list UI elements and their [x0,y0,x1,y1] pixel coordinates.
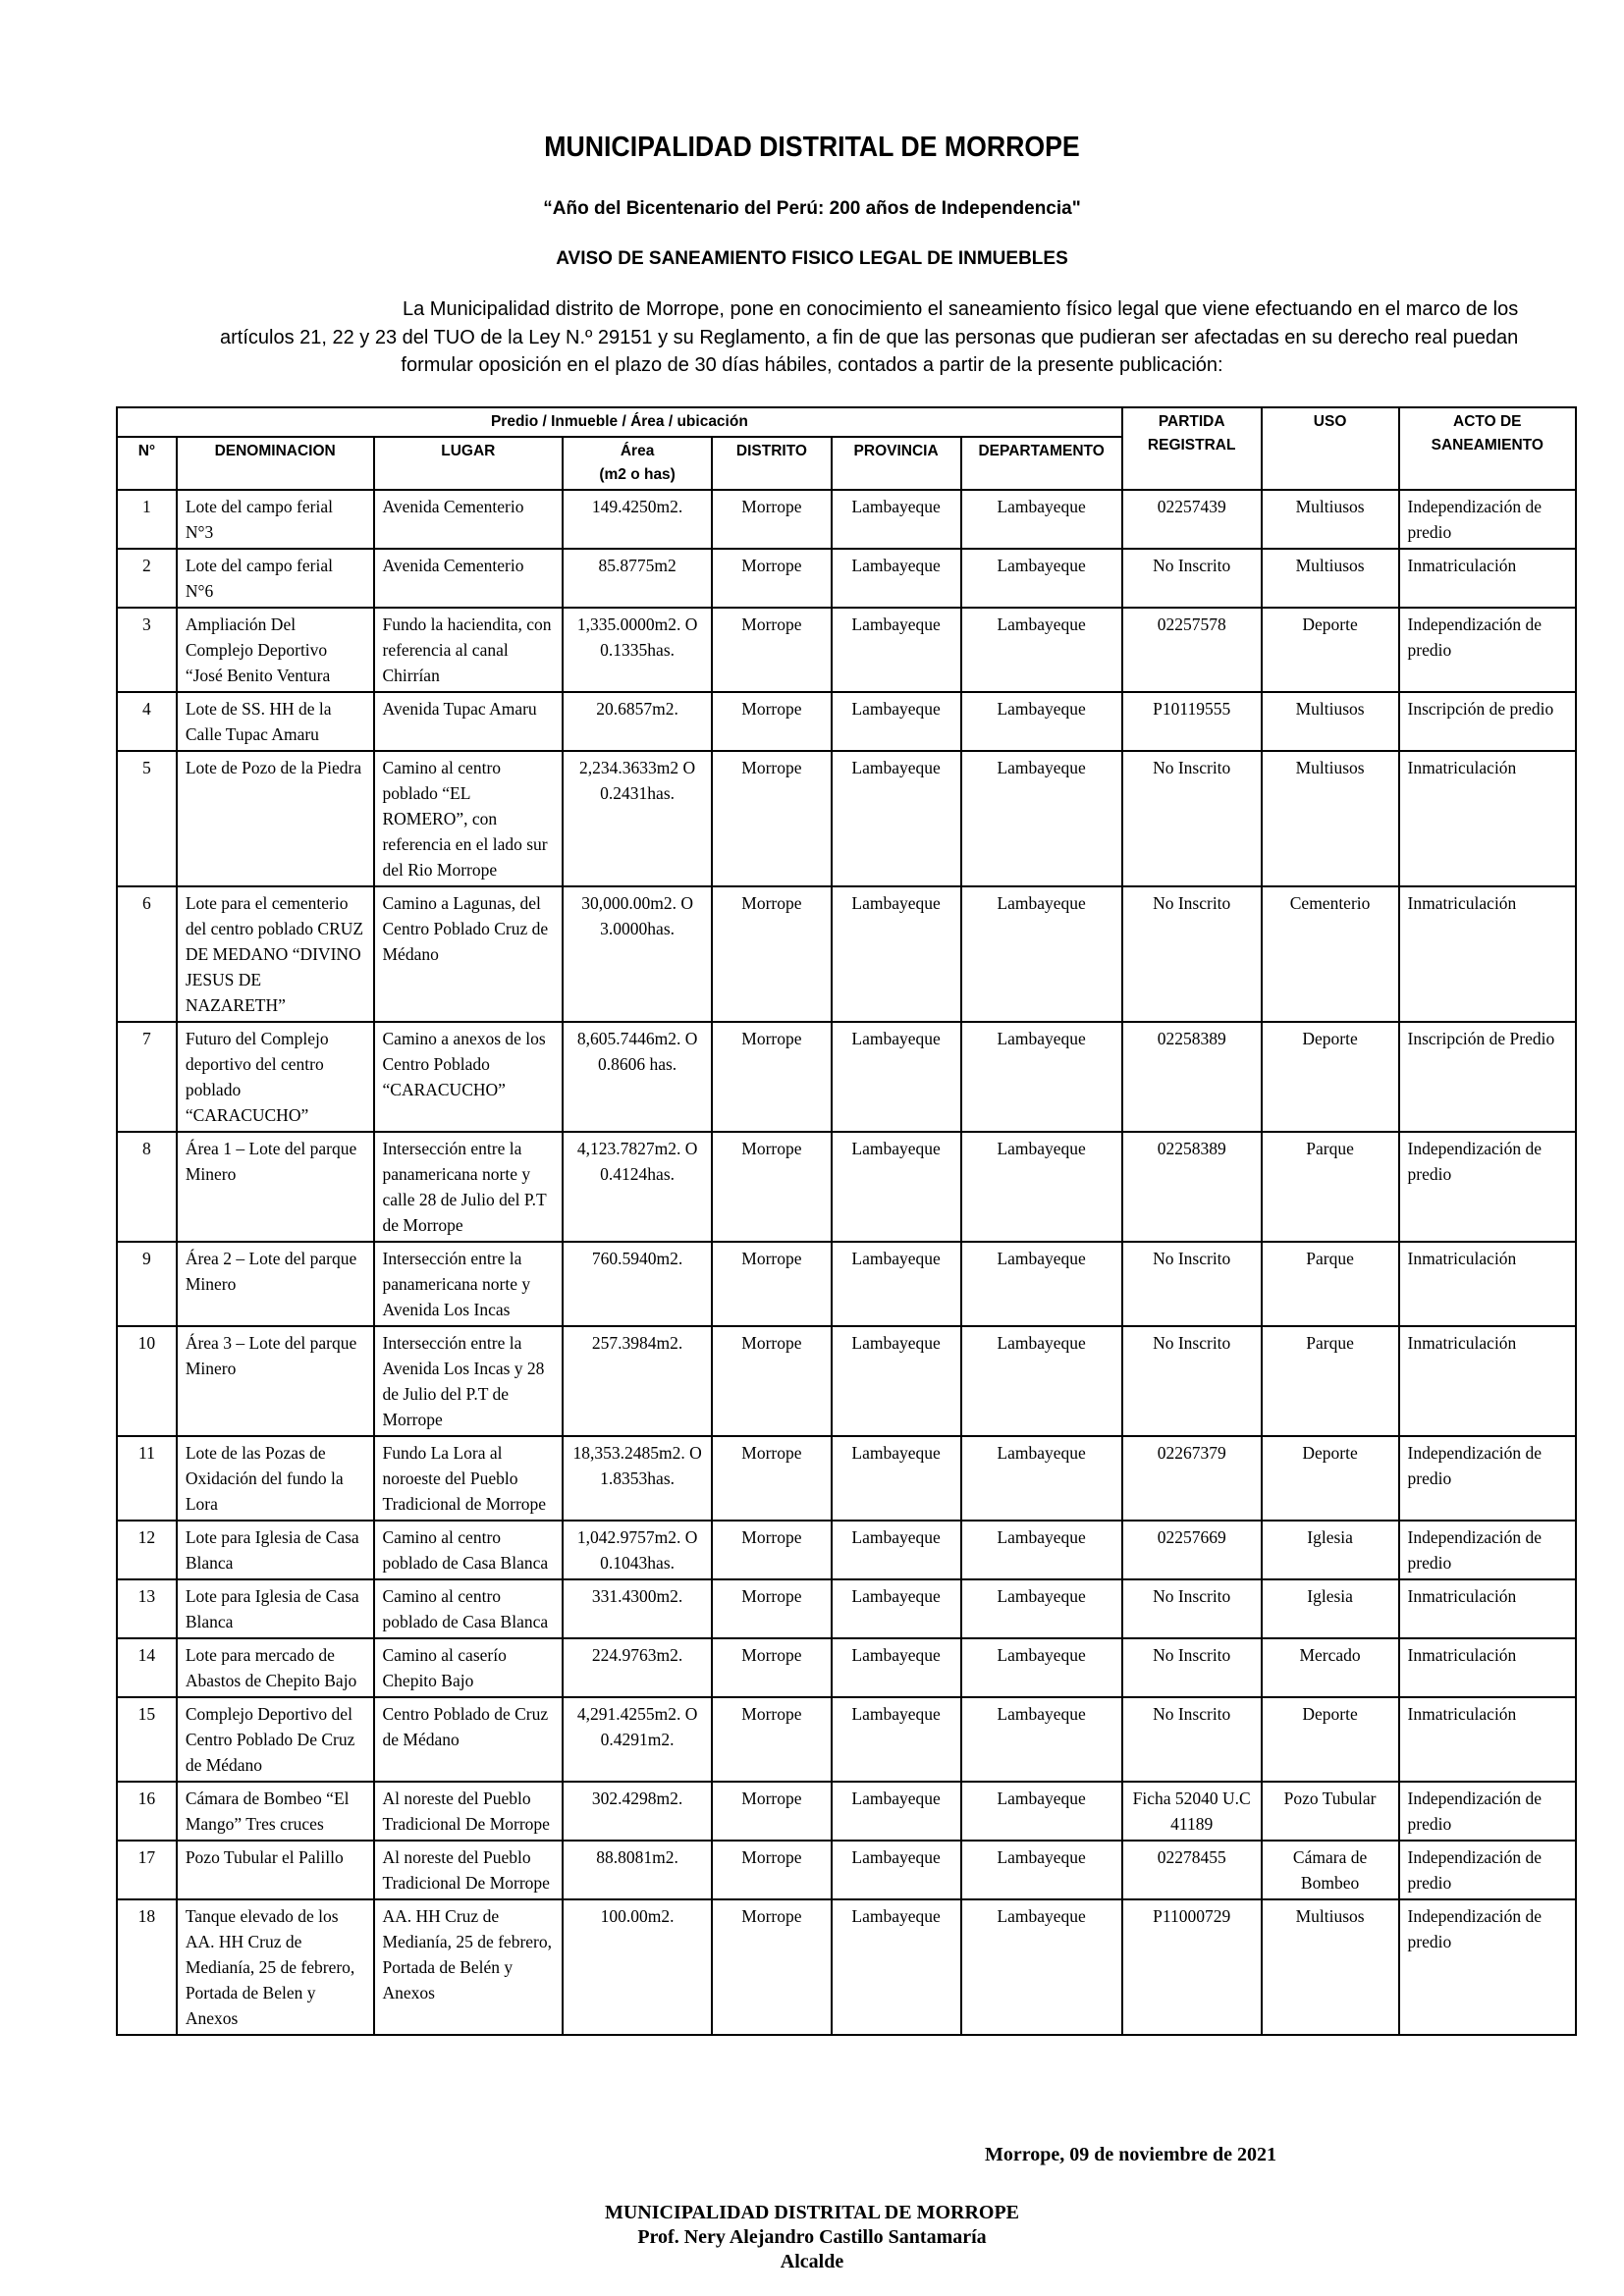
cell-denominacion: Lote del campo ferial N°3 [177,490,374,549]
cell-distrito: Morrope [712,490,832,549]
signature-name: Prof. Nery Alejandro Castillo Santamaría [637,2226,987,2248]
cell-distrito: Morrope [712,1326,832,1436]
cell-uso: Cámara de Bombeo [1262,1841,1399,1899]
cell-provincia: Lambayeque [832,1521,961,1579]
cell-departamento: Lambayeque [961,1782,1122,1841]
cell-distrito: Morrope [712,1899,832,2035]
cell-departamento: Lambayeque [961,1841,1122,1899]
cell-lugar: Intersección entre la panamericana norte y calle 28 de Julio del P.T de Morrope [374,1132,564,1242]
cell-uso: Deporte [1262,1697,1399,1782]
intro-line-2: artículos 21, 22 y 23 del TUO de la Ley N.º 29151 y su Reglamento, a fin de que las personas que pudieran ser afectadas en su derecho real puedan [220,327,1519,348]
cell-provincia: Lambayeque [832,1782,961,1841]
cell-area: 302.4298m2. [563,1782,712,1841]
cell-departamento: Lambayeque [961,1242,1122,1326]
header-partida-line2: REGISTRAL [1147,437,1236,454]
cell-uso: Mercado [1262,1638,1399,1697]
table-row [117,1697,1576,1782]
cell-acto: Inmatriculación [1399,1697,1576,1782]
cell-departamento: Lambayeque [961,549,1122,608]
cell-area: 8,605.7446m2. O 0.8606 has. [563,1022,712,1132]
cell-partida: No Inscrito [1122,1579,1262,1638]
cell-acto: Independización de predio [1399,1132,1576,1242]
cell-denominacion: Área 2 – Lote del parque Minero [177,1242,374,1326]
cell-num: 12 [117,1521,177,1579]
cell-lugar: Camino a Lagunas, del Centro Poblado Cruz de Médano [374,886,564,1022]
cell-distrito: Morrope [712,751,832,886]
cell-acto: Independización de predio [1399,608,1576,692]
cell-num: 18 [117,1899,177,2035]
table-row [117,490,1576,549]
cell-lugar: Intersección entre la panamericana norte y Avenida Los Incas [374,1242,564,1326]
cell-uso: Parque [1262,1132,1399,1242]
cell-partida: No Inscrito [1122,886,1262,1022]
cell-lugar: Camino al centro poblado “EL ROMERO”, con referencia en el lado sur del Rio Morrope [374,751,564,886]
cell-provincia: Lambayeque [832,490,961,549]
cell-uso: Iglesia [1262,1579,1399,1638]
cell-departamento: Lambayeque [961,886,1122,1022]
cell-uso: Deporte [1262,1436,1399,1521]
cell-denominacion: Lote para Iglesia de Casa Blanca [177,1579,374,1638]
cell-area: 1,335.0000m2. O 0.1335has. [563,608,712,692]
cell-denominacion: Futuro del Complejo deportivo del centro poblado “CARACUCHO” [177,1022,374,1132]
cell-uso: Pozo Tubular [1262,1782,1399,1841]
cell-partida: 02267379 [1122,1436,1262,1521]
properties-table [116,406,1577,2036]
cell-distrito: Morrope [712,1841,832,1899]
cell-area: 4,123.7827m2. O 0.4124has. [563,1132,712,1242]
cell-num: 10 [117,1326,177,1436]
cell-acto: Inmatriculación [1399,1242,1576,1326]
cell-acto: Independización de predio [1399,1841,1576,1899]
table-row [117,1242,1576,1326]
cell-departamento: Lambayeque [961,490,1122,549]
cell-lugar: AA. HH Cruz de Medianía, 25 de febrero, Portada de Belén y Anexos [374,1899,564,2035]
cell-denominacion: Pozo Tubular el Palillo [177,1841,374,1899]
cell-lugar: Intersección entre la Avenida Los Incas y 28 de Julio del P.T de Morrope [374,1326,564,1436]
cell-acto: Independización de predio [1399,1899,1576,2035]
table-row [117,1782,1576,1841]
header-denominacion: DENOMINACION [177,437,374,490]
header-lugar: LUGAR [374,437,564,490]
cell-denominacion: Lote de las Pozas de Oxidación del fundo la Lora [177,1436,374,1521]
cell-denominacion: Lote del campo ferial N°6 [177,549,374,608]
header-num: N° [117,437,177,490]
cell-num: 15 [117,1697,177,1782]
cell-area: 30,000.00m2. O 3.0000has. [563,886,712,1022]
cell-lugar: Al noreste del Pueblo Tradicional De Morrope [374,1782,564,1841]
cell-acto: Independización de predio [1399,1782,1576,1841]
cell-provincia: Lambayeque [832,1579,961,1638]
cell-partida: No Inscrito [1122,1326,1262,1436]
table-row [117,608,1576,692]
cell-partida: No Inscrito [1122,1697,1262,1782]
cell-departamento: Lambayeque [961,1132,1122,1242]
header-acto [1399,407,1576,490]
cell-departamento: Lambayeque [961,1638,1122,1697]
header-provincia: PROVINCIA [832,437,961,490]
cell-distrito: Morrope [712,1782,832,1841]
cell-distrito: Morrope [712,1022,832,1132]
cell-area: 2,234.3633m2 O 0.2431has. [563,751,712,886]
cell-num: 5 [117,751,177,886]
cell-provincia: Lambayeque [832,1326,961,1436]
cell-acto: Inscripción de Predio [1399,1022,1576,1132]
group-header: Predio / Inmueble / Área / ubicación [117,407,1122,437]
cell-area: 100.00m2. [563,1899,712,2035]
cell-denominacion: Lote de Pozo de la Piedra [177,751,374,886]
cell-partida: No Inscrito [1122,549,1262,608]
cell-partida: Ficha 52040 U.C 41189 [1122,1782,1262,1841]
signature-date: Morrope, 09 de noviembre de 2021 [985,2144,1277,2165]
cell-num: 8 [117,1132,177,1242]
cell-provincia: Lambayeque [832,549,961,608]
table-row [117,692,1576,751]
cell-uso: Iglesia [1262,1521,1399,1579]
cell-partida: 02257578 [1122,608,1262,692]
cell-denominacion: Área 3 – Lote del parque Minero [177,1326,374,1436]
cell-area: 331.4300m2. [563,1579,712,1638]
cell-area: 85.8775m2 [563,549,712,608]
cell-distrito: Morrope [712,608,832,692]
cell-departamento: Lambayeque [961,1436,1122,1521]
cell-distrito: Morrope [712,1638,832,1697]
cell-uso: Multiusos [1262,751,1399,886]
cell-acto: Inmatriculación [1399,751,1576,886]
cell-departamento: Lambayeque [961,1899,1122,2035]
cell-departamento: Lambayeque [961,1579,1122,1638]
header-area [563,437,712,490]
table-row [117,1436,1576,1521]
cell-distrito: Morrope [712,1242,832,1326]
header-area-label: Área [620,443,655,459]
cell-departamento: Lambayeque [961,1697,1122,1782]
cell-departamento: Lambayeque [961,1521,1122,1579]
cell-area: 760.5940m2. [563,1242,712,1326]
cell-num: 13 [117,1579,177,1638]
cell-denominacion: Área 1 – Lote del parque Minero [177,1132,374,1242]
table-body [117,490,1576,2035]
cell-departamento: Lambayeque [961,608,1122,692]
cell-area: 1,042.9757m2. O 0.1043has. [563,1521,712,1579]
cell-uso: Multiusos [1262,692,1399,751]
cell-departamento: Lambayeque [961,751,1122,886]
cell-area: 88.8081m2. [563,1841,712,1899]
cell-acto: Independización de predio [1399,1436,1576,1521]
header-partida-line1: PARTIDA [1158,413,1225,430]
cell-denominacion: Ampliación Del Complejo Deportivo “José Benito Ventura [177,608,374,692]
cell-num: 16 [117,1782,177,1841]
header-partida [1122,407,1262,490]
cell-lugar: Camino al caserío Chepito Bajo [374,1638,564,1697]
cell-uso: Parque [1262,1242,1399,1326]
cell-provincia: Lambayeque [832,1242,961,1326]
cell-provincia: Lambayeque [832,1022,961,1132]
cell-distrito: Morrope [712,1697,832,1782]
cell-partida: P11000729 [1122,1899,1262,2035]
cell-acto: Inmatriculación [1399,549,1576,608]
intro-line-3: formular oposición en el plazo de 30 días hábiles, contados a partir de la presente publicación: [401,354,1223,376]
table-group-header-row [117,407,1576,437]
cell-acto: Inmatriculación [1399,1638,1576,1697]
signature-role: Alcalde [780,2251,844,2272]
cell-denominacion: Lote de SS. HH de la Calle Tupac Amaru [177,692,374,751]
cell-departamento: Lambayeque [961,692,1122,751]
cell-num: 7 [117,1022,177,1132]
page-title: MUNICIPALIDAD DISTRITAL DE MORROPE [544,132,1080,163]
cell-provincia: Lambayeque [832,1697,961,1782]
cell-num: 3 [117,608,177,692]
cell-partida: No Inscrito [1122,1242,1262,1326]
cell-num: 11 [117,1436,177,1521]
cell-area: 149.4250m2. [563,490,712,549]
header-distrito: DISTRITO [712,437,832,490]
cell-partida: 02258389 [1122,1132,1262,1242]
cell-uso: Deporte [1262,608,1399,692]
cell-partida: 02278455 [1122,1841,1262,1899]
cell-acto: Independización de predio [1399,1521,1576,1579]
cell-lugar: Al noreste del Pueblo Tradicional De Morrope [374,1841,564,1899]
cell-denominacion: Complejo Deportivo del Centro Poblado De Cruz de Médano [177,1697,374,1782]
cell-num: 2 [117,549,177,608]
cell-area: 20.6857m2. [563,692,712,751]
cell-lugar: Fundo La Lora al noroeste del Pueblo Tradicional de Morrope [374,1436,564,1521]
cell-uso: Deporte [1262,1022,1399,1132]
cell-provincia: Lambayeque [832,1841,961,1899]
cell-lugar: Camino al centro poblado de Casa Blanca [374,1521,564,1579]
cell-distrito: Morrope [712,1579,832,1638]
cell-area: 4,291.4255m2. O 0.4291m2. [563,1697,712,1782]
cell-lugar: Avenida Cementerio [374,549,564,608]
cell-distrito: Morrope [712,1132,832,1242]
cell-denominacion: Lote para mercado de Abastos de Chepito Bajo [177,1638,374,1697]
cell-area: 224.9763m2. [563,1638,712,1697]
cell-provincia: Lambayeque [832,886,961,1022]
header-acto-line2: SANEAMIENTO [1431,437,1543,454]
cell-uso: Multiusos [1262,549,1399,608]
cell-lugar: Avenida Tupac Amaru [374,692,564,751]
table-row [117,549,1576,608]
motto-line: “Año del Bicentenario del Perú: 200 años de Independencia" [543,198,1081,219]
cell-partida: No Inscrito [1122,751,1262,886]
table-row [117,886,1576,1022]
table-row [117,1841,1576,1899]
cell-distrito: Morrope [712,886,832,1022]
cell-lugar: Centro Poblado de Cruz de Médano [374,1697,564,1782]
cell-departamento: Lambayeque [961,1022,1122,1132]
cell-distrito: Morrope [712,549,832,608]
table-row [117,1638,1576,1697]
cell-provincia: Lambayeque [832,751,961,886]
cell-partida: 02257669 [1122,1521,1262,1579]
cell-acto: Inscripción de predio [1399,692,1576,751]
cell-partida: No Inscrito [1122,1638,1262,1697]
table-row [117,1521,1576,1579]
signature-entity: MUNICIPALIDAD DISTRITAL DE MORROPE [604,2202,1020,2223]
cell-acto: Inmatriculación [1399,1326,1576,1436]
cell-num: 4 [117,692,177,751]
cell-num: 1 [117,490,177,549]
cell-uso: Parque [1262,1326,1399,1436]
cell-provincia: Lambayeque [832,1132,961,1242]
cell-provincia: Lambayeque [832,1638,961,1697]
cell-distrito: Morrope [712,692,832,751]
header-area-unit: (m2 o has) [599,466,676,483]
cell-denominacion: Cámara de Bombeo “El Mango” Tres cruces [177,1782,374,1841]
header-uso: USO [1262,407,1399,490]
cell-area: 257.3984m2. [563,1326,712,1436]
cell-uso: Multiusos [1262,490,1399,549]
table-row [117,1022,1576,1132]
header-departamento: DEPARTAMENTO [961,437,1122,490]
cell-num: 6 [117,886,177,1022]
table-row [117,751,1576,886]
table-row [117,1326,1576,1436]
cell-area: 18,353.2485m2. O 1.8353has. [563,1436,712,1521]
cell-departamento: Lambayeque [961,1326,1122,1436]
cell-partida: P10119555 [1122,692,1262,751]
cell-num: 9 [117,1242,177,1326]
table-row [117,1132,1576,1242]
cell-denominacion: Lote para Iglesia de Casa Blanca [177,1521,374,1579]
cell-denominacion: Tanque elevado de los AA. HH Cruz de Medianía, 25 de febrero, Portada de Belen y Anexos [177,1899,374,2035]
intro-line-1: La Municipalidad distrito de Morrope, pone en conocimiento el saneamiento físico legal que viene efectuando en el marco de los [403,298,1519,320]
cell-provincia: Lambayeque [832,608,961,692]
notice-heading: AVISO DE SANEAMIENTO FISICO LEGAL DE INMUEBLES [556,248,1068,269]
cell-lugar: Camino a anexos de los Centro Poblado “CARACUCHO” [374,1022,564,1132]
cell-lugar: Fundo la haciendita, con referencia al canal Chirrían [374,608,564,692]
cell-distrito: Morrope [712,1436,832,1521]
cell-num: 17 [117,1841,177,1899]
table-row [117,1899,1576,2035]
cell-distrito: Morrope [712,1521,832,1579]
cell-provincia: Lambayeque [832,1899,961,2035]
cell-acto: Inmatriculación [1399,1579,1576,1638]
cell-provincia: Lambayeque [832,1436,961,1521]
header-acto-line1: ACTO DE [1453,413,1522,430]
cell-uso: Cementerio [1262,886,1399,1022]
cell-uso: Multiusos [1262,1899,1399,2035]
table-row [117,1579,1576,1638]
cell-num: 14 [117,1638,177,1697]
cell-denominacion: Lote para el cementerio del centro poblado CRUZ DE MEDANO “DIVINO JESUS DE NAZARETH” [177,886,374,1022]
cell-lugar: Camino al centro poblado de Casa Blanca [374,1579,564,1638]
cell-lugar: Avenida Cementerio [374,490,564,549]
cell-acto: Independización de predio [1399,490,1576,549]
cell-partida: 02258389 [1122,1022,1262,1132]
cell-provincia: Lambayeque [832,692,961,751]
cell-partida: 02257439 [1122,490,1262,549]
cell-acto: Inmatriculación [1399,886,1576,1022]
